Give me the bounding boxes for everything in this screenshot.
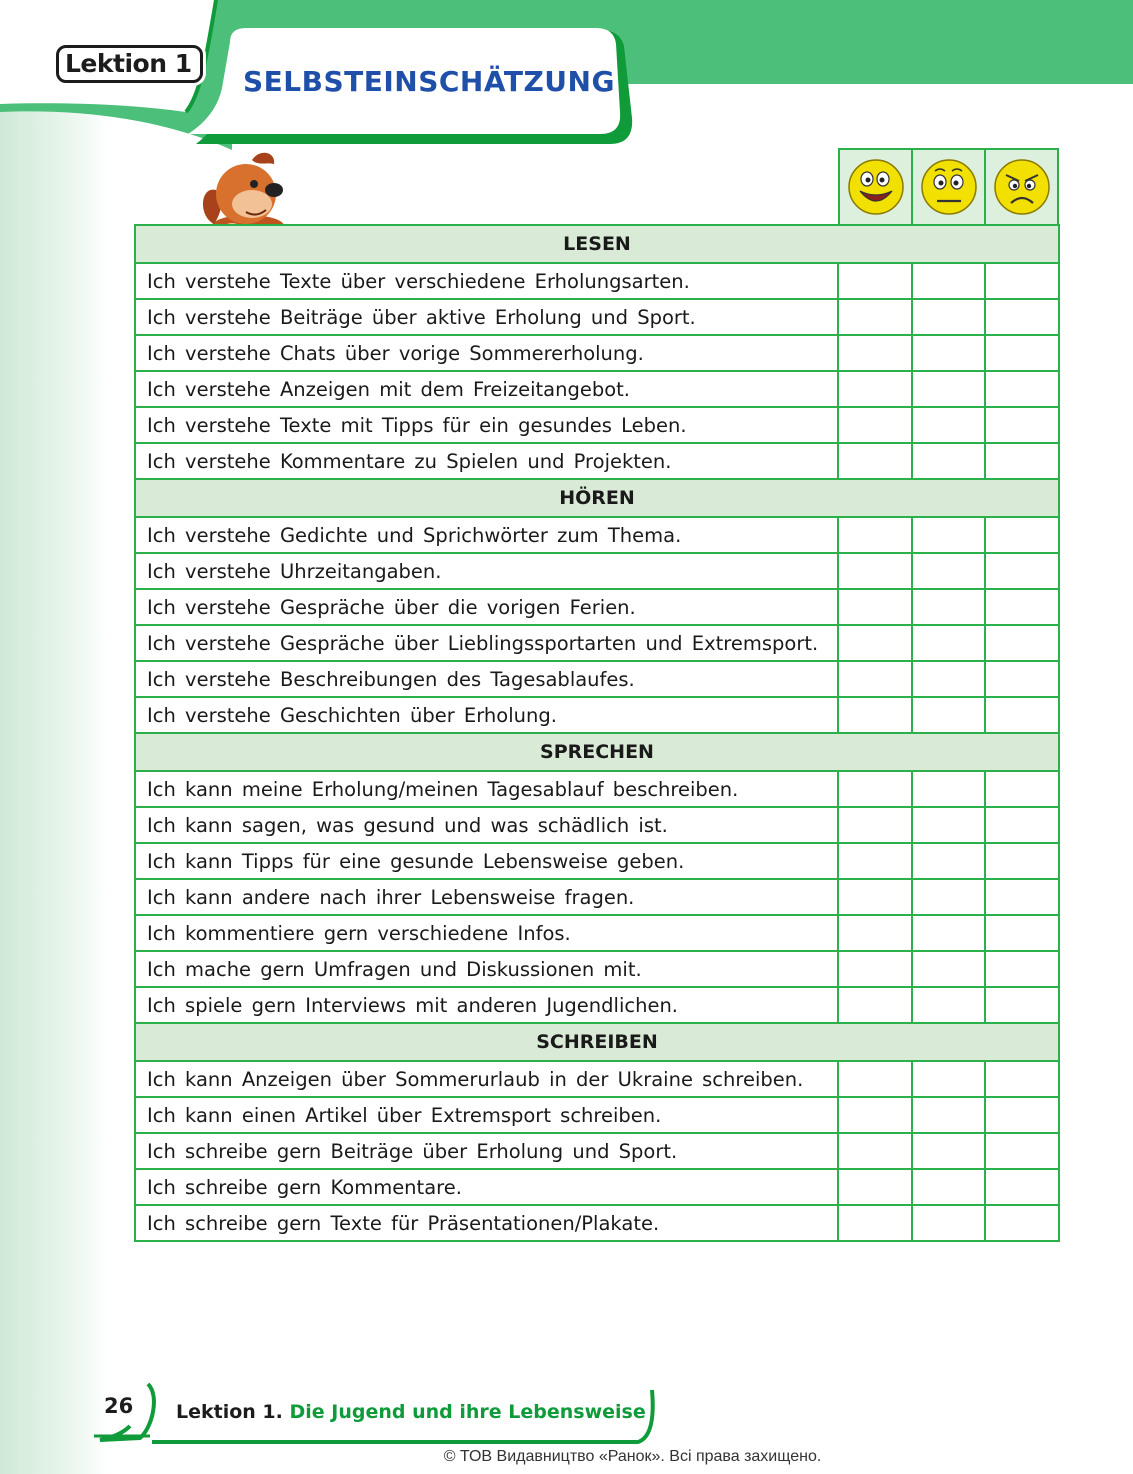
statement-text: Ich verstehe Gespräche über Lieblingssportarten und Extremsport. bbox=[135, 625, 838, 661]
rating-box-happy[interactable] bbox=[838, 697, 912, 733]
section-heading: SCHREIBEN bbox=[135, 1023, 1059, 1061]
rating-box-angry[interactable] bbox=[985, 807, 1059, 843]
rating-box-neutral[interactable] bbox=[912, 517, 986, 553]
table-row bbox=[135, 371, 1059, 407]
rating-box-happy[interactable] bbox=[838, 299, 912, 335]
table-row bbox=[135, 915, 1059, 951]
rating-box-angry[interactable] bbox=[985, 843, 1059, 879]
section-row bbox=[135, 1023, 1059, 1061]
table-row bbox=[135, 1205, 1059, 1241]
rating-box-angry[interactable] bbox=[985, 1061, 1059, 1097]
rating-box-neutral[interactable] bbox=[912, 1169, 986, 1205]
rating-box-happy[interactable] bbox=[838, 951, 912, 987]
table-row bbox=[135, 517, 1059, 553]
statement-text: Ich mache gern Umfragen und Diskussionen mit. bbox=[135, 951, 838, 987]
statement-text: Ich schreibe gern Beiträge über Erholung und Sport. bbox=[135, 1133, 838, 1169]
rating-box-happy[interactable] bbox=[838, 1061, 912, 1097]
rating-box-neutral[interactable] bbox=[912, 661, 986, 697]
rating-box-angry[interactable] bbox=[985, 1097, 1059, 1133]
rating-box-happy[interactable] bbox=[838, 407, 912, 443]
statement-text: Ich verstehe Texte über verschiedene Erholungsarten. bbox=[135, 263, 838, 299]
rating-box-happy[interactable] bbox=[838, 263, 912, 299]
table-row bbox=[135, 589, 1059, 625]
footer-lesson-title: Die Jugend und ihre Lebensweise bbox=[289, 1401, 646, 1423]
rating-box-happy[interactable] bbox=[838, 1133, 912, 1169]
rating-box-angry[interactable] bbox=[985, 1133, 1059, 1169]
statement-text: Ich verstehe Gespräche über die vorigen Ferien. bbox=[135, 589, 838, 625]
table-row bbox=[135, 1097, 1059, 1133]
rating-box-angry[interactable] bbox=[985, 299, 1059, 335]
rating-box-neutral[interactable] bbox=[912, 553, 986, 589]
table-row bbox=[135, 1133, 1059, 1169]
rating-box-happy[interactable] bbox=[838, 517, 912, 553]
rating-box-happy[interactable] bbox=[838, 371, 912, 407]
table-row bbox=[135, 697, 1059, 733]
rating-box-angry[interactable] bbox=[985, 335, 1059, 371]
rating-box-happy[interactable] bbox=[838, 443, 912, 479]
rating-box-angry[interactable] bbox=[985, 1205, 1059, 1241]
section-heading: SPRECHEN bbox=[135, 733, 1059, 771]
table-row bbox=[135, 661, 1059, 697]
statement-text: Ich verstehe Beiträge über aktive Erholung und Sport. bbox=[135, 299, 838, 335]
table-row bbox=[135, 987, 1059, 1023]
rating-box-happy[interactable] bbox=[838, 661, 912, 697]
table-row bbox=[135, 299, 1059, 335]
rating-box-angry[interactable] bbox=[985, 589, 1059, 625]
table-row bbox=[135, 879, 1059, 915]
rating-box-happy[interactable] bbox=[838, 553, 912, 589]
statement-text: Ich verstehe Chats über vorige Sommererholung. bbox=[135, 335, 838, 371]
smiley-happy-icon bbox=[846, 157, 906, 217]
statement-text: Ich kommentiere gern verschiedene Infos. bbox=[135, 915, 838, 951]
rating-box-angry[interactable] bbox=[985, 371, 1059, 407]
section-row bbox=[135, 225, 1059, 263]
rating-box-happy[interactable] bbox=[838, 1097, 912, 1133]
statement-text: Ich verstehe Beschreibungen des Tagesablaufes. bbox=[135, 661, 838, 697]
statement-text: Ich kann Tipps für eine gesunde Lebensweise geben. bbox=[135, 843, 838, 879]
table-row bbox=[135, 443, 1059, 479]
table-row bbox=[135, 625, 1059, 661]
statement-text: Ich verstehe Texte mit Tipps für ein gesundes Leben. bbox=[135, 407, 838, 443]
rating-box-neutral[interactable] bbox=[912, 443, 986, 479]
table-row bbox=[135, 771, 1059, 807]
statement-text: Ich verstehe Uhrzeitangaben. bbox=[135, 553, 838, 589]
rating-box-neutral[interactable] bbox=[912, 879, 986, 915]
table-row bbox=[135, 951, 1059, 987]
rating-box-angry[interactable] bbox=[985, 697, 1059, 733]
rating-header-happy bbox=[838, 148, 911, 226]
copyright-notice: © ТОВ Видавництво «Ранок». Всі права захищено. bbox=[443, 1448, 822, 1465]
footer-lesson bbox=[176, 1401, 646, 1423]
smiley-angry-icon bbox=[992, 157, 1052, 217]
rating-box-happy[interactable] bbox=[838, 771, 912, 807]
page-number: 26 bbox=[104, 1394, 134, 1418]
rating-box-happy[interactable] bbox=[838, 843, 912, 879]
rating-box-angry[interactable] bbox=[985, 915, 1059, 951]
rating-box-happy[interactable] bbox=[838, 915, 912, 951]
statement-text: Ich verstehe Geschichten über Erholung. bbox=[135, 697, 838, 733]
footer-lesson-label: Lektion 1. bbox=[176, 1401, 283, 1423]
table-row bbox=[135, 263, 1059, 299]
section-row bbox=[135, 733, 1059, 771]
smiley-neutral-icon bbox=[919, 157, 979, 217]
lesson-badge: Lektion 1 bbox=[56, 45, 203, 83]
left-gradient-strip bbox=[0, 0, 110, 1474]
rating-box-angry[interactable] bbox=[985, 771, 1059, 807]
rating-box-happy[interactable] bbox=[838, 1169, 912, 1205]
statement-text: Ich verstehe Kommentare zu Spielen und Projekten. bbox=[135, 443, 838, 479]
rating-box-angry[interactable] bbox=[985, 879, 1059, 915]
rating-box-neutral[interactable] bbox=[912, 1133, 986, 1169]
rating-box-angry[interactable] bbox=[985, 407, 1059, 443]
rating-box-happy[interactable] bbox=[838, 987, 912, 1023]
rating-box-happy[interactable] bbox=[838, 879, 912, 915]
rating-box-neutral[interactable] bbox=[912, 299, 986, 335]
table-row bbox=[135, 1169, 1059, 1205]
rating-box-neutral[interactable] bbox=[912, 407, 986, 443]
table-row bbox=[135, 335, 1059, 371]
statement-text: Ich kann andere nach ihrer Lebensweise fragen. bbox=[135, 879, 838, 915]
rating-box-neutral[interactable] bbox=[912, 625, 986, 661]
rating-box-neutral[interactable] bbox=[912, 987, 986, 1023]
statement-text: Ich verstehe Anzeigen mit dem Freizeitangebot. bbox=[135, 371, 838, 407]
statement-text: Ich schreibe gern Texte für Präsentationen/Plakate. bbox=[135, 1205, 838, 1241]
rating-box-happy[interactable] bbox=[838, 589, 912, 625]
page-title: SELBSTEINSCHÄTZUNG bbox=[243, 65, 615, 98]
rating-box-neutral[interactable] bbox=[912, 1097, 986, 1133]
table-row bbox=[135, 553, 1059, 589]
rating-box-angry[interactable] bbox=[985, 443, 1059, 479]
rating-header-angry bbox=[984, 148, 1059, 226]
rating-box-angry[interactable] bbox=[985, 625, 1059, 661]
rating-box-neutral[interactable] bbox=[912, 807, 986, 843]
rating-header-neutral bbox=[911, 148, 984, 226]
rating-box-happy[interactable] bbox=[838, 807, 912, 843]
rating-box-neutral[interactable] bbox=[912, 1061, 986, 1097]
table-row bbox=[135, 843, 1059, 879]
rating-box-angry[interactable] bbox=[985, 263, 1059, 299]
section-heading: HÖREN bbox=[135, 479, 1059, 517]
rating-box-happy[interactable] bbox=[838, 1205, 912, 1241]
rating-box-neutral[interactable] bbox=[912, 915, 986, 951]
rating-box-neutral[interactable] bbox=[912, 263, 986, 299]
rating-box-neutral[interactable] bbox=[912, 951, 986, 987]
rating-box-neutral[interactable] bbox=[912, 697, 986, 733]
rating-box-angry[interactable] bbox=[985, 1169, 1059, 1205]
rating-box-angry[interactable] bbox=[985, 661, 1059, 697]
rating-box-neutral[interactable] bbox=[912, 843, 986, 879]
statement-text: Ich kann einen Artikel über Extremsport schreiben. bbox=[135, 1097, 838, 1133]
rating-box-neutral[interactable] bbox=[912, 589, 986, 625]
self-assessment-table bbox=[134, 224, 1060, 1242]
statement-text: Ich kann Anzeigen über Sommerurlaub in der Ukraine schreiben. bbox=[135, 1061, 838, 1097]
rating-box-angry[interactable] bbox=[985, 553, 1059, 589]
rating-box-happy[interactable] bbox=[838, 625, 912, 661]
rating-header bbox=[838, 148, 1059, 224]
statement-text: Ich kann meine Erholung/meinen Tagesablauf beschreiben. bbox=[135, 771, 838, 807]
rating-box-angry[interactable] bbox=[985, 987, 1059, 1023]
statement-text: Ich schreibe gern Kommentare. bbox=[135, 1169, 838, 1205]
rating-box-neutral[interactable] bbox=[912, 371, 986, 407]
rating-box-neutral[interactable] bbox=[912, 771, 986, 807]
statement-text: Ich verstehe Gedichte und Sprichwörter zum Thema. bbox=[135, 517, 838, 553]
statement-text: Ich kann sagen, was gesund und was schädlich ist. bbox=[135, 807, 838, 843]
rating-box-happy[interactable] bbox=[838, 335, 912, 371]
table-row bbox=[135, 407, 1059, 443]
table-row bbox=[135, 807, 1059, 843]
rating-box-neutral[interactable] bbox=[912, 335, 986, 371]
section-row bbox=[135, 479, 1059, 517]
statement-text: Ich spiele gern Interviews mit anderen Jugendlichen. bbox=[135, 987, 838, 1023]
rating-box-angry[interactable] bbox=[985, 517, 1059, 553]
table-row bbox=[135, 1061, 1059, 1097]
rating-box-neutral[interactable] bbox=[912, 1205, 986, 1241]
rating-box-angry[interactable] bbox=[985, 951, 1059, 987]
section-heading: LESEN bbox=[135, 225, 1059, 263]
